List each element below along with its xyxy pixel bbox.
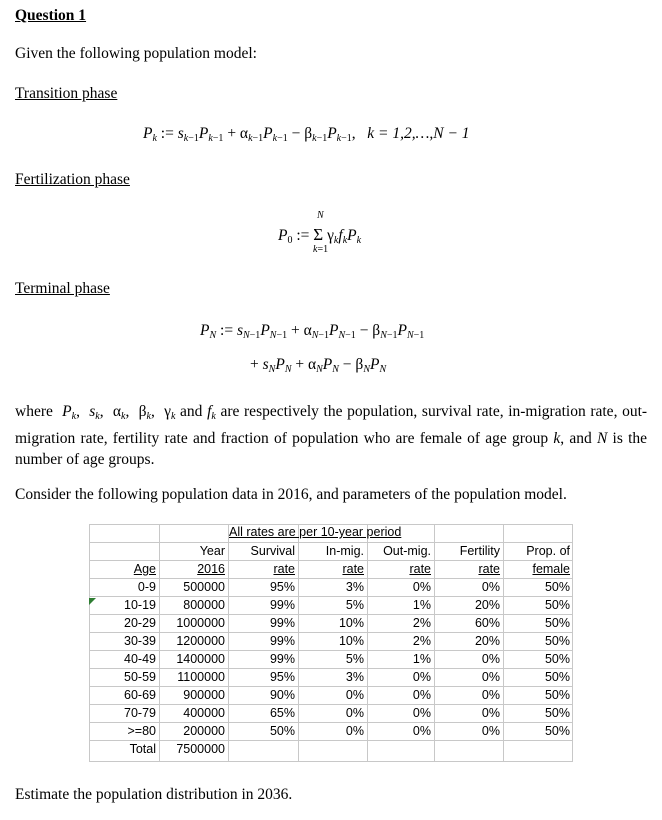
closing-text: Estimate the population distribution in 2036.	[15, 786, 293, 803]
population-table	[89, 524, 573, 762]
transition-phase-heading: Transition phase	[15, 85, 118, 102]
table-row-age: 10-19	[124, 598, 156, 612]
table-total-label: Total	[129, 742, 156, 756]
table-cell: 3%	[345, 670, 364, 684]
table-row-age: 70-79	[124, 706, 156, 720]
table-cell: 50%	[544, 580, 570, 594]
table-cell: 500000	[183, 580, 225, 594]
table-cell: 50%	[544, 598, 570, 612]
table-cell: 99%	[269, 634, 295, 648]
table-cell: 50%	[544, 724, 570, 738]
table-row-age: 30-39	[124, 634, 156, 648]
table-cell: 99%	[269, 598, 295, 612]
terminal-equation-line2: + $s_NP_N + \alpha_NP_N - \beta_NP_N$	[250, 356, 387, 375]
table-header-cell: 2016	[197, 562, 225, 576]
table-cell: 50%	[544, 688, 570, 702]
table-cell: 200000	[183, 724, 225, 738]
terminal-phase-heading: Terminal phase	[15, 280, 110, 297]
table-cell: 0%	[481, 706, 500, 720]
table-cell: 50%	[269, 724, 295, 738]
table-header-cell: Year	[199, 544, 225, 558]
table-cell: 2%	[412, 616, 431, 630]
table-row-age: 60-69	[124, 688, 156, 702]
table-cell: 0%	[481, 580, 500, 594]
fertilization-phase-heading: Fertilization phase	[15, 171, 130, 188]
table-header-cell: Out-mig.	[383, 544, 431, 558]
table-cell: 1400000	[176, 652, 225, 666]
table-cell: 0%	[481, 652, 500, 666]
table-cell: 50%	[544, 616, 570, 630]
table-cell: 95%	[269, 670, 295, 684]
table-row-age: 20-29	[124, 616, 156, 630]
table-cell: 0%	[412, 580, 431, 594]
table-cell: 0%	[481, 670, 500, 684]
table-cell: 0%	[412, 724, 431, 738]
transition-range: k = 1,2,…,N − 1	[367, 125, 470, 142]
question-title: Question 1	[15, 7, 87, 24]
table-cell: 3%	[345, 580, 364, 594]
rates-note: All rates are per 10-year period	[229, 525, 402, 539]
table-header-cell: rate	[409, 562, 431, 576]
table-cell: 900000	[183, 688, 225, 702]
intro-text: Given the following population model:	[15, 45, 257, 62]
table-cell: 0%	[412, 706, 431, 720]
table-cell: 0%	[481, 724, 500, 738]
table-cell: 400000	[183, 706, 225, 720]
where-paragraph: where $P_k$, $s_k$, $\alpha_k$, $\beta_k$, $\gamma_k$ and $f_k$ are respectively the population, survival rate, in-migration rate, out-migration rate, fertility rate and fraction of population who are female of age group k, and N is the number of age groups.	[15, 403, 648, 468]
table-total-value: 7500000	[176, 742, 225, 756]
consider-text: Consider the following population data in 2016, and parameters of the population model.	[15, 486, 567, 503]
table-header-cell: Age	[133, 562, 156, 576]
table-row-age: 50-59	[124, 670, 156, 684]
table-cell: 800000	[183, 598, 225, 612]
table-cell: 1000000	[176, 616, 225, 630]
table-cell: 10%	[338, 616, 364, 630]
cell-comment-marker	[89, 598, 96, 605]
table-header-cell: Survival	[250, 544, 295, 558]
table-cell: 0%	[412, 688, 431, 702]
table-cell: 1%	[412, 598, 431, 612]
table-cell: 20%	[474, 634, 500, 648]
table-header-cell: female	[532, 562, 570, 576]
table-header-cell: rate	[342, 562, 364, 576]
table-cell: 95%	[269, 580, 295, 594]
table-cell: 10%	[338, 634, 364, 648]
transition-equation: $P_k$ := $s_{k-1}P_{k-1} + \alpha_{k-1}P_{k-1} - \beta_{k-1}P_{k-1}$, k = 1,2,…,N − 1	[143, 125, 470, 144]
table-cell: 50%	[544, 652, 570, 666]
table-cell: 99%	[269, 652, 295, 666]
table-cell: 50%	[544, 706, 570, 720]
table-header-cell: In-mig.	[325, 544, 364, 558]
table-cell: 0%	[412, 670, 431, 684]
table-row-age: 40-49	[124, 652, 156, 666]
table-cell: 1100000	[177, 670, 225, 684]
table-cell: 5%	[345, 598, 364, 612]
table-cell: 50%	[544, 634, 570, 648]
table-row-age: 0-9	[137, 580, 156, 594]
table-cell: 20%	[474, 598, 500, 612]
table-cell: 0%	[345, 724, 364, 738]
table-cell: 65%	[269, 706, 295, 720]
terminal-equation-line1: $P_N$ := $s_{N-1}P_{N-1} + \alpha_{N-1}P_{N-1} - \beta_{N-1}P_{N-1}$	[200, 322, 425, 341]
table-header-cell: rate	[478, 562, 500, 576]
table-cell: 2%	[412, 634, 431, 648]
table-cell: 90%	[269, 688, 295, 702]
table-cell: 99%	[269, 616, 295, 630]
table-header-cell: rate	[273, 562, 295, 576]
table-header-cell: Fertility	[459, 544, 500, 558]
table-cell: 1200000	[176, 634, 225, 648]
table-cell: 50%	[544, 670, 570, 684]
table-cell: 0%	[345, 706, 364, 720]
table-header-cell: Prop. of	[526, 544, 570, 558]
table-cell: 0%	[345, 688, 364, 702]
table-cell: 5%	[345, 652, 364, 666]
table-cell: 1%	[412, 652, 431, 666]
table-cell: 60%	[474, 616, 500, 630]
table-row-age: >=80	[127, 724, 156, 738]
table-cell: 0%	[481, 688, 500, 702]
